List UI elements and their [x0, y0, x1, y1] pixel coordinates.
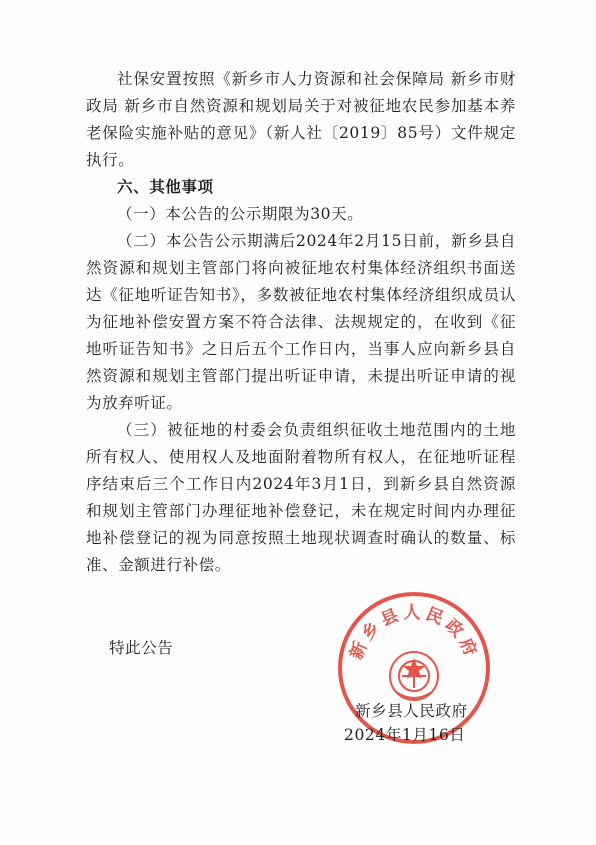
closing-phrase: 特此公告 — [109, 639, 174, 657]
signing-authority: 新乡县人民政府 — [355, 702, 468, 720]
seal-text: 新乡县人民政府 — [346, 603, 482, 663]
paragraph-item-2: （二）本公告公示期满后2024年2月15日前，新乡县自然资源和规划主管部门将向被征地农村集体经济组织书面送达《征地听证告知书》，多数被征地农村集体经济组织成员认为征地补偿安置方案不符合法律、法规规定的，在收到《征地听证告知书》之日后五个工作日内，当事人应向新乡县自然资源和规划主管部门提出听证申请，未提出听证申请的视为放弃听证。 — [86, 232, 516, 412]
document-body — [86, 66, 516, 579]
section-heading-other-matters: 六、其他事项 — [117, 178, 214, 196]
paragraph-social-security: 社保安置按照《新乡市人力资源和社会保障局 新乡市财政局 新乡市自然资源和规划局关于对被征地农民参加基本养老保险实施补贴的意见》（新人社〔2019〕85号）文件规定执行。 — [86, 70, 516, 169]
paragraph-item-1: （一）本公告的公示期限为30天。 — [117, 205, 364, 223]
paragraph-item-3: （三）被征地的村委会负责组织征收土地范围内的土地所有权人、使用权人及地面附着物所有权人，在征地听证程序结束后三个工作日内2024年3月1日，到新乡县自然资源和规划主管部门办理征地补偿登记，未在规定时间内办理征地补偿登记的视为同意按照土地现状调查时确认的数量、标准、金额进行补偿。 — [86, 421, 516, 574]
issue-date: 2024年1月16日 — [344, 726, 466, 744]
